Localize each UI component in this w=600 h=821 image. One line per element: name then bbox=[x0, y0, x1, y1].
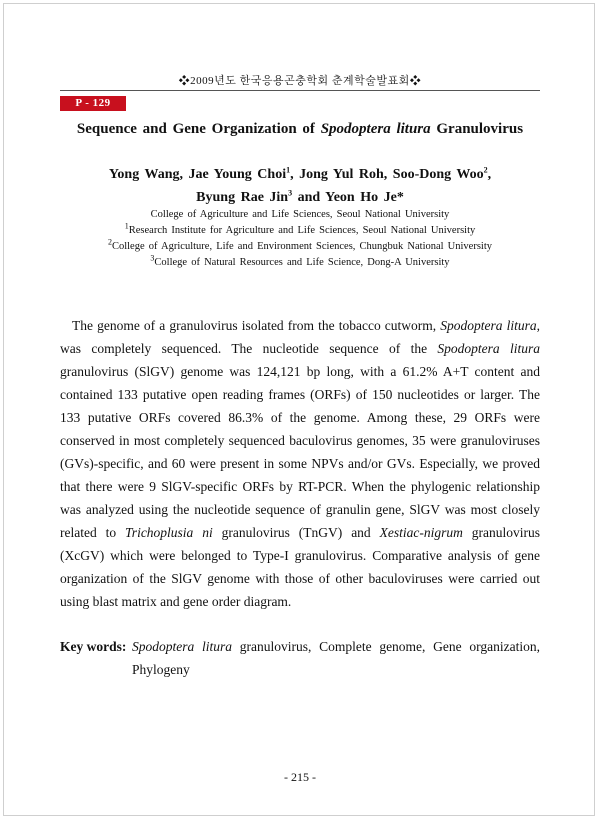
affiliation-text: College of Natural Resources and Life Science, Dong-A University bbox=[154, 257, 450, 268]
keywords-text: granulovirus, Complete genome, Gene organization, Phylogeny bbox=[132, 639, 540, 677]
author-name: Yong Wang bbox=[108, 167, 180, 182]
author-line-1: Yong Wang, Jae Young Choi$^1$, Jong Yul Roh, Soo-Dong Woo$^2$, bbox=[108, 165, 492, 182]
abstract-text: The genome of a granulovirus isolated from the tobacco cutworm, bbox=[72, 318, 441, 333]
abstract-text: , was completely sequenced. The nucleotide sequence of the bbox=[60, 318, 540, 356]
header-rule bbox=[60, 90, 540, 91]
author-name: Yeon Ho Je* bbox=[325, 190, 404, 205]
author-name: Byung Rae Jin bbox=[196, 190, 289, 205]
author-sup: 1 bbox=[286, 165, 291, 175]
affiliation-list bbox=[0, 207, 600, 271]
keywords-label: Key words: bbox=[60, 639, 127, 654]
affiliation bbox=[0, 223, 600, 239]
author-line-2 bbox=[0, 186, 600, 209]
abstract-text: granulovirus (SlGV) genome was 124,121 bp long, with a 61.2% A+T content and contained 133 putative open reading frames (ORFs) of 150 nucleotides or larger. The 133 putative ORFs covered 86.3% of the genome. Among these, 29 ORFs were conserved in most completely sequenced baculovirus genomes, 35 were granuloviruses (GVs)-specific, and 60 were present in some NPVs and/or GVs. Especially, we proved that there were 9 SlGV-specific ORFs by RT-PCR. When the phylogenic relationship was analyzed using the nucleotide sequence of granulin gene, SlGV was most closely related to bbox=[60, 364, 540, 540]
affiliation-text: Research Institute for Agriculture and Life Sciences, Seoul National University bbox=[128, 225, 476, 236]
title-post: Granulovirus bbox=[430, 121, 524, 137]
abstract-italic: Spodoptera litura bbox=[437, 341, 540, 356]
title-pre: Sequence and Gene Organization of bbox=[76, 121, 321, 137]
author-name: Soo-Dong Woo bbox=[392, 167, 484, 182]
affiliation-sup: 2 bbox=[107, 237, 112, 247]
running-head: ❖2009년도 한국응용곤충학회 춘계학술발표회❖ bbox=[178, 75, 422, 87]
affiliation-sup: 3 bbox=[150, 253, 155, 263]
keywords bbox=[60, 635, 540, 681]
abstract-italic: Trichoplusia ni bbox=[125, 525, 213, 540]
author-list bbox=[0, 163, 600, 209]
keywords-italic: Spodoptera litura bbox=[132, 639, 232, 654]
abstract-italic: Spodoptera litura bbox=[440, 318, 537, 333]
paper-title bbox=[0, 121, 600, 138]
affiliation-text: College of Agriculture, Life and Environment Sciences, Chungbuk National University bbox=[111, 241, 493, 252]
author-sup: 3 bbox=[288, 188, 293, 198]
title-species: Spodoptera litura bbox=[320, 121, 431, 137]
author-sup: 2 bbox=[483, 165, 488, 175]
abstract-body bbox=[60, 314, 540, 613]
abstract-text: granulovirus (XcGV) which were belonged to Type-I granulovirus. Comparative analysis of gene organization of the SlGV genome with those of other baculoviruses were carried out using blast matrix and gene order diagram. bbox=[60, 525, 540, 609]
affiliation bbox=[0, 207, 600, 223]
keywords-body bbox=[132, 635, 540, 681]
affiliation-sup: 1 bbox=[124, 221, 129, 231]
poster-number-badge: P - 129 bbox=[60, 96, 126, 111]
affiliation bbox=[0, 239, 600, 255]
abstract-italic: Xestiac-nigrum bbox=[379, 525, 463, 540]
affiliation-text: College of Agriculture and Life Sciences, Seoul National University bbox=[150, 209, 450, 220]
author-conjunction: and bbox=[297, 190, 321, 205]
affiliation bbox=[0, 255, 600, 271]
page-number: - 215 - bbox=[284, 770, 316, 784]
author-name: Jong Yul Roh bbox=[299, 167, 384, 182]
abstract-text: granulovirus (TnGV) and bbox=[212, 525, 380, 540]
author-name: Jae Young Choi bbox=[188, 167, 287, 182]
